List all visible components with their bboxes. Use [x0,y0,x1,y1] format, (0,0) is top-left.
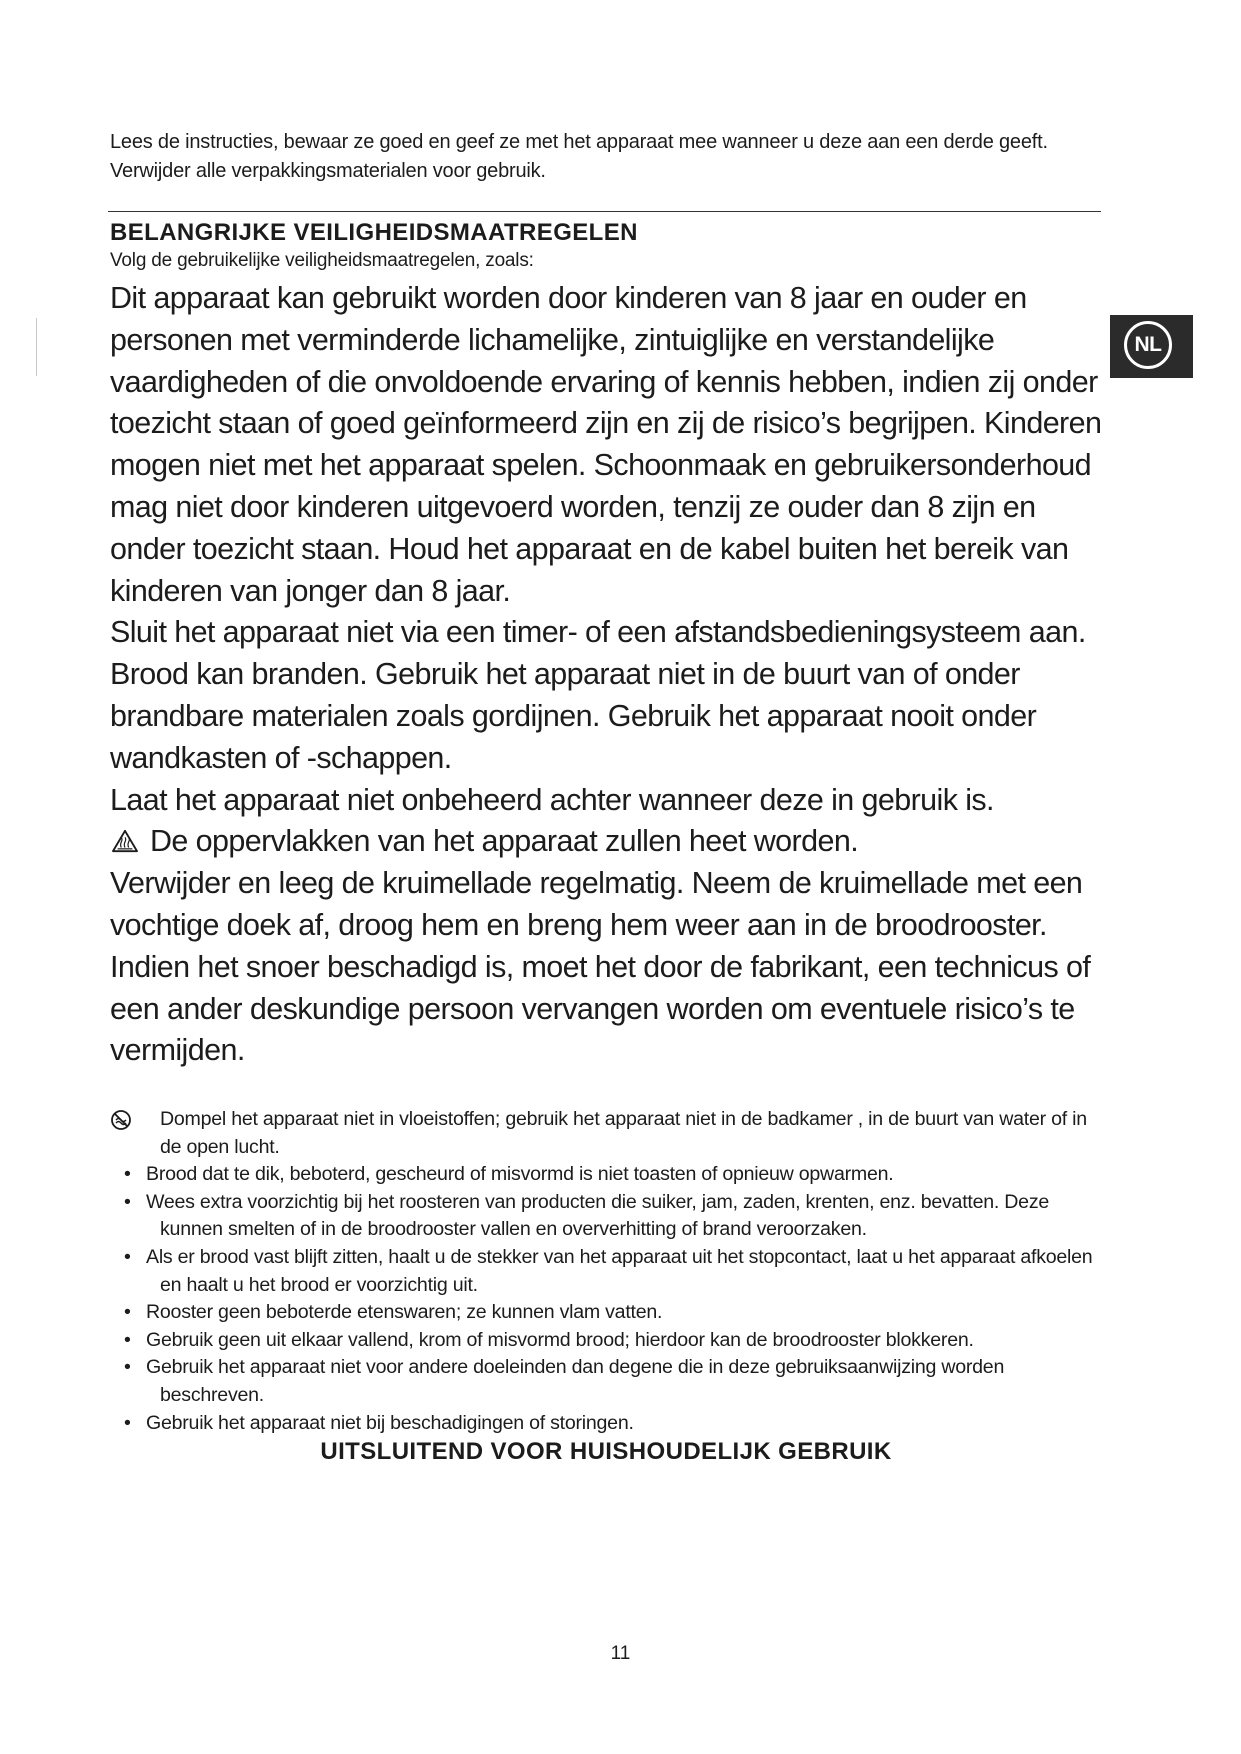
list-item [110,1354,1110,1409]
additional-warnings [110,1106,1110,1437]
warning-timer: Sluit het apparaat niet via een timer- of een afstandsbedieningsysteem aan. [110,615,1086,650]
safety-warnings [110,278,1115,1072]
list-item [110,1410,1110,1438]
list-item-text: Gebruik het apparaat niet voor andere doeleinden dan degene die in deze gebruiksaanwijzing worden beschreven. [146,1356,1005,1406]
warning-hot-surfaces [110,821,1115,863]
warning-burning: Brood kan branden. Gebruik het apparaat niet in de buurt van of onder brandbare materialen zoals gordijnen. Gebruik het apparaat nooit onder wandkasten of -schappen. [110,657,1037,775]
list-item-text: Gebruik geen uit elkaar vallend, krom of misvormd brood; hierdoor kan de broodrooster blokkeren. [146,1328,974,1351]
page-number: 11 [610,1643,631,1664]
household-use-heading: UITSLUITEND VOOR HUISHOUDELIJK GEBRUIK [320,1438,892,1465]
warning-unattended: Laat het apparaat niet onbeheerd achter wanneer deze in gebruik is. [110,782,994,817]
no-immerse-text: Dompel het apparaat niet in vloeistoffen; gebruik het apparaat niet in de badkamer , in de buurt van water of in de open lucht. [160,1108,1087,1158]
divider [108,211,1101,212]
list-item-text: Rooster geen beboterde etenswaren; ze kunnen vlam vatten. [146,1301,663,1324]
list-item-text: Brood dat te dik, beboterd, gescheurd of misvormd is niet toasten of opnieuw opwarmen. [146,1163,894,1186]
safety-subheading: Volg de gebruikelijke veiligheidsmaatregelen, zoals: [110,250,534,271]
language-code: NL [1134,333,1162,356]
warning-crumb-tray: Verwijder en leeg de kruimellade regelmatig. Neem de kruimellade met een vochtige doek af, droog hem en breng hem weer aan in de broodrooster. [110,866,1083,942]
bullet-dot: • [124,1163,131,1186]
list-item [110,1189,1110,1244]
language-badge [1110,315,1193,378]
bullet-dot: • [124,1356,131,1379]
bullet-dot: • [124,1301,131,1324]
list-item [110,1299,1110,1327]
hot-surface-warning-icon [110,829,140,853]
warning-hot-surfaces-text: De oppervlakken van het apparaat zullen heet worden. [150,824,859,859]
safety-heading: BELANGRIJKE VEILIGHEIDSMAATREGELEN [110,219,638,246]
bullet-dot: • [124,1190,131,1213]
margin-mark [36,318,37,376]
bullet-dot: • [124,1245,131,1268]
list-item [110,1327,1110,1355]
no-immerse-item [110,1106,1110,1161]
list-item [110,1161,1110,1189]
list-item [110,1244,1110,1299]
intro-text: Lees de instructies, bewaar ze goed en geef ze met het apparaat mee wanneer u deze aan een derde geeft. Verwijder alle verpakkingsmaterialen voor gebruik. [110,131,1048,182]
warning-children: Dit apparaat kan gebruikt worden door kinderen van 8 jaar en ouder en personen met verminderde lichamelijke, zintuiglijke en verstandelijke vaardigheden of die onvoldoende ervaring of kennis hebben, indien zij onder toezicht staan of goed geïnformeerd zijn en zij de risico’s begrijpen. Kinderen mogen niet met het apparaat spelen. Schoonmaak en gebruikersonderhoud mag niet door kinderen uitgevoerd worden, tenzij ze ouder dan 8 zijn en onder toezicht staan. Houd het apparaat en de kabel buiten het bereik van kinderen van jonger dan 8 jaar. [110,281,1102,608]
bullet-dot: • [124,1411,131,1434]
bullet-dot: • [124,1328,131,1351]
no-immerse-icon [110,1109,132,1131]
list-item-text: Gebruik het apparaat niet bij beschadigingen of storingen. [146,1411,634,1434]
warning-cord: Indien het snoer beschadigd is, moet het door de fabrikant, een technicus of een ander deskundige persoon vervangen worden om eventuele risico’s te vermijden. [110,949,1091,1068]
list-item-text: Als er brood vast blijft zitten, haalt u de stekker van het apparaat uit het stopcontact, laat u het apparaat afkoelen en haalt u het brood er voorzichtig uit. [146,1245,1093,1296]
list-item-text: Wees extra voorzichtig bij het roosteren van producten die suiker, jam, zaden, krenten, enz. bevatten. Deze kunnen smelten of in de broodrooster vallen en oververhitting of brand veroorzaken. [146,1190,1050,1241]
